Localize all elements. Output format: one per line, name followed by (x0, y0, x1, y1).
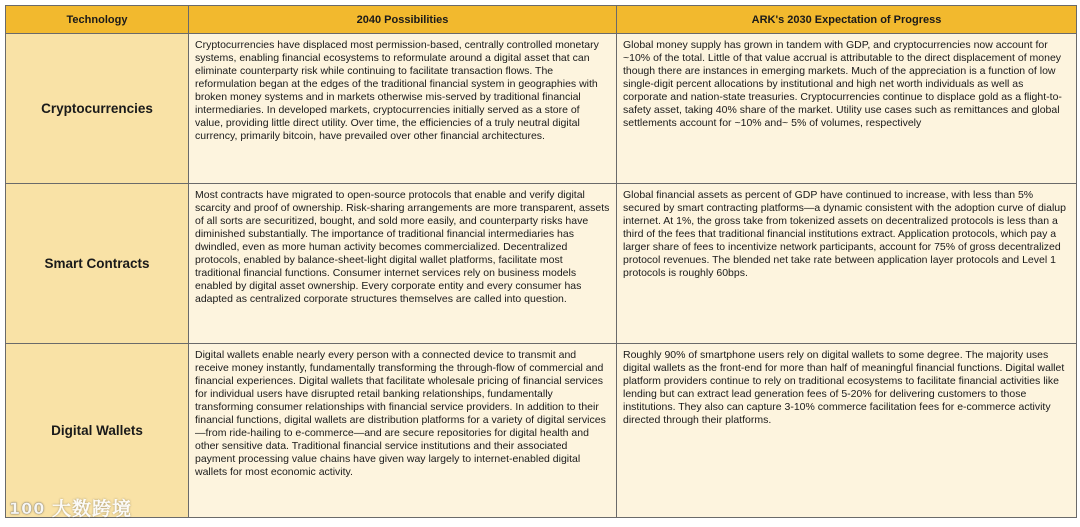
header-technology: Technology (6, 6, 189, 34)
possibilities-cell: Cryptocurrencies have displaced most permission-based, centrally controlled monetary systems, enabling financial ecosystems to reformulate around a digital asset that can eliminate counterparty risk while continuing to facilitate transaction flows. The reformulation began at the edges of the traditional financial system in geographies with broken money systems and in markets otherwise mis-served by traditional financial intermediaries. In developed markets, cryptocurrencies initially served as a store of value, providing little direct utility. Over time, the efficiencies of a truly neutral digital currency, primarily bitcoin, have prevailed over other financial architectures. (189, 34, 617, 184)
possibilities-cell: Most contracts have migrated to open-source protocols that enable and verify digital scarcity and proof of ownership. Risk-sharing arrangements are more transparent, assets of all sorts are securitized, bought, and sold more easily, and counterparty risks have diminished substantially. The importance of traditional financial intermediaries has dwindled, even as more human activity becomes commercialized. Decentralized protocols, enabled by balance-sheet-light digital wallet platforms, facilitate most traditional financial functions. Consumer internet services rely on business models enabled by digital asset ownership. Every corporate entity and every consumer has adapted as centralized corporate structures themselves are called into question. (189, 184, 617, 344)
table-row (6, 184, 1077, 344)
watermark-text: 大数跨境 (52, 499, 133, 520)
technology-cell: Smart Contracts (6, 184, 189, 344)
watermark (8, 494, 132, 521)
expectation-cell: Global financial assets as percent of GDP have continued to increase, with less than 5% secured by smart contracting platforms—a dynamic consistent with the adoption curve of dialup internet. At 1%, the gross take from tokenized assets on decentralized protocols is less than a third of the fees that traditional financial institutions extract. Application protocols, which pay a larger share of fees to incentivize network participants, account for 75% of gross decentralized protocol revenues. The blended net take rate between application layer protocols and Level 1 protocols is roughly 60bps. (617, 184, 1077, 344)
technology-cell: Cryptocurrencies (6, 34, 189, 184)
watermark-logo-text: 100 (9, 498, 46, 518)
technology-table (5, 5, 1077, 518)
watermark-logo-icon (8, 497, 48, 519)
header-expectation: ARK's 2030 Expectation of Progress (617, 6, 1077, 34)
technology-cell: Digital Wallets (6, 344, 189, 518)
header-row (6, 6, 1077, 34)
header-possibilities: 2040 Possibilities (189, 6, 617, 34)
possibilities-cell: Digital wallets enable nearly every person with a connected device to transmit and receive money instantly, fundamentally transforming the through-flow of commercial and financial experiences. Digital wallets that facilitate wholesale pricing of financial services for individual users have disrupted retail banking relationships, fundamentally transforming consumer relationships with financial service providers. In addition to their financial functions, digital wallets are distribution platforms for a variety of digital services—from ride-hailing to e-commerce—and are secure repositories for digital health and other sensitive data. Traditional financial service institutions and their associated payment processing value chains have given way largely to internet-enabled digital wallets for most economic activity. (189, 344, 617, 518)
expectation-cell: Roughly 90% of smartphone users rely on digital wallets to some degree. The majority uses digital wallets as the front-end for more than half of meaningful financial functions. Digital wallet platform providers continue to rely on traditional ecosystems to facilitate financial activities like lending but can extract lead generation fees of 5-20% for delivering customers to those institutions. They also can capture 3-10% commerce facilitation fees for e-commerce activity directed through their platforms. (617, 344, 1077, 518)
table-row (6, 34, 1077, 184)
table-row (6, 344, 1077, 518)
expectation-cell: Global money supply has grown in tandem with GDP, and cryptocurrencies now account for ~10% of the total. Little of that value accrual is attributable to the direct displacement of money though there are instances in emerging markets. Much of the appreciation is a function of low single-digit percent allocations by institutional and high net worth individuals as well as corporate and nation-state treasuries. Cryptocurrencies continue to displace gold as a flight-to-safety asset, taking 40% share of the market. Utility use cases such as remittances and global settlements account for ~10% and~ 5% of volumes, respectively (617, 34, 1077, 184)
